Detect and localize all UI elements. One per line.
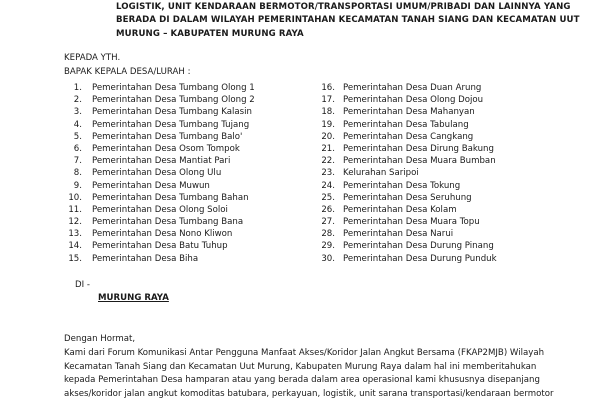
list-item-name: Pemerintahan Desa Biha: [92, 253, 199, 264]
body-line-4: akses/koridor jalan angkut komoditas batubara, perkayuan, logistik, unit sarana transportasi/kendaraan bermotor: [64, 388, 554, 399]
list-item-name: Pemerintahan Desa Osom Tompok: [92, 143, 240, 154]
list-item: [62, 106, 255, 118]
list-item: [318, 82, 497, 94]
list-item: [62, 192, 255, 204]
list-item-number: 10.: [68, 192, 82, 203]
list-item-number: 17.: [321, 95, 335, 106]
list-item: [318, 228, 497, 240]
list-item-number: 22.: [321, 156, 335, 167]
list-item-name: Pemerintahan Desa Tabulang: [343, 119, 469, 130]
list-item-name: Pemerintahan Desa Batu Tuhup: [92, 241, 228, 252]
list-item: [318, 192, 497, 204]
list-item-number: 4.: [73, 119, 82, 130]
list-item: [62, 216, 255, 228]
list-item-number: 13.: [68, 229, 82, 240]
list-item: [318, 240, 497, 252]
list-item: [62, 82, 255, 94]
village-list-right: [318, 82, 497, 265]
list-item-name: Pemerintahan Desa Seruhung: [343, 192, 472, 203]
list-item-name: Pemerintahan Desa Olong Soloi: [92, 204, 228, 215]
list-item-number: 14.: [68, 241, 82, 252]
list-item: [62, 204, 255, 216]
list-item-name: Pemerintahan Desa Mantiat Pari: [92, 156, 231, 167]
list-item-name: Pemerintahan Desa Duan Arung: [343, 83, 482, 93]
list-item-name: Pemerintahan Desa Muara Topu: [343, 217, 480, 228]
list-item-number: 20.: [321, 131, 335, 142]
list-item: [318, 216, 497, 228]
list-item-number: 15.: [68, 253, 82, 264]
list-item-number: 21.: [321, 143, 335, 154]
list-item-name: Pemerintahan Desa Dirung Bakung: [343, 143, 494, 154]
heading-line-3: MURUNG – KABUPATEN MURUNG RAYA: [116, 28, 304, 39]
destination-place: MURUNG RAYA: [98, 293, 169, 303]
body-line-1: Kami dari Forum Komunikasi Antar Pengguna Manfaat Akses/Koridor Jalan Angkut Bersama (FKAP2MJB) Wilayah: [64, 348, 545, 358]
list-item: [62, 94, 255, 106]
heading-line-1: LOGISTIK, UNIT KENDARAAN BERMOTOR/TRANSPORTASI UMUM/PRIBADI DAN LAINNYA YANG: [116, 2, 571, 12]
list-item-name: Pemerintahan Desa Tokung: [343, 180, 461, 191]
list-item-name: Pemerintahan Desa Tumbang Balo': [92, 131, 243, 142]
list-item-number: 26.: [321, 204, 335, 215]
list-item-name: Kelurahan Saripoi: [343, 168, 419, 179]
list-item-name: Pemerintahan Desa Cangkang: [343, 131, 474, 142]
salutation: Dengan Hormat,: [64, 334, 136, 344]
list-item: [318, 204, 497, 216]
list-item-number: 19.: [321, 119, 335, 130]
list-item: [318, 143, 497, 155]
list-item-name: Pemerintahan Desa Tumbang Olong 1: [92, 83, 255, 93]
list-item: [62, 119, 255, 131]
heading-line-2: BERADA DI DALAM WILAYAH PEMERINTAHAN KECAMATAN TANAH SIANG DAN KECAMATAN UUT: [116, 15, 580, 26]
list-item: [318, 167, 497, 179]
list-item-number: 3.: [73, 107, 82, 118]
list-item-number: 30.: [321, 253, 335, 264]
village-list-left: [62, 82, 255, 265]
list-item-number: 27.: [321, 217, 335, 228]
list-item-number: 25.: [321, 192, 335, 203]
list-item-number: 23.: [321, 168, 335, 179]
list-item-name: Pemerintahan Desa Tumbang Bahan: [92, 192, 249, 203]
recipient-title: BAPAK KEPALA DESA/LURAH :: [64, 67, 191, 77]
destination-di: DI -: [75, 280, 90, 290]
list-item: [318, 155, 497, 167]
list-item-number: 5.: [73, 131, 82, 142]
list-item-number: 18.: [321, 107, 335, 118]
letter-body: [64, 347, 564, 401]
list-item: [62, 167, 255, 179]
list-item-number: 7.: [73, 156, 82, 167]
list-item-name: Pemerintahan Desa Tumbang Tujang: [92, 119, 250, 130]
list-item-number: 28.: [321, 229, 335, 240]
list-item: [62, 131, 255, 143]
list-item-number: 16.: [321, 83, 335, 93]
list-item-number: 6.: [73, 143, 82, 154]
list-item: [318, 94, 497, 106]
list-item-name: Pemerintahan Desa Olong Dojou: [343, 95, 484, 106]
list-item-name: Pemerintahan Desa Muara Bumban: [343, 156, 496, 167]
list-item: [318, 253, 497, 265]
list-item-name: Pemerintahan Desa Muwun: [92, 180, 210, 191]
body-line-2: Kecamatan Tanah Siang dan Kecamatan Uut Murung, Kabupaten Murung Raya dalam hal ini memberitahukan: [64, 361, 537, 372]
list-item: [318, 106, 497, 118]
list-item: [318, 131, 497, 143]
list-item-number: 2.: [73, 95, 82, 106]
list-item-number: 29.: [321, 241, 335, 252]
body-line-3: kepada Pemerintahan Desa hamparan atau yang berada dalam area operasional kami khususnya disepanjang: [64, 375, 540, 386]
list-item-name: Pemerintahan Desa Kolam: [343, 204, 457, 215]
list-item-number: 1.: [73, 83, 82, 93]
list-item-name: Pemerintahan Desa Tumbang Kalasin: [92, 107, 252, 118]
letter-subject-heading: [116, 1, 580, 41]
list-item: [62, 155, 255, 167]
list-item: [62, 180, 255, 192]
list-item-number: 24.: [321, 180, 335, 191]
list-item: [62, 228, 255, 240]
list-item-name: Pemerintahan Desa Tumbang Bana: [92, 217, 244, 228]
list-item-name: Pemerintahan Desa Durung Punduk: [343, 253, 497, 264]
list-item-number: 8.: [73, 168, 82, 179]
list-item: [318, 119, 497, 131]
list-item-number: 12.: [68, 217, 82, 228]
list-item-number: 9.: [73, 180, 82, 191]
list-item-name: Pemerintahan Desa Mahanyan: [343, 107, 475, 118]
list-item-name: Pemerintahan Desa Nono Kliwon: [92, 229, 233, 240]
recipient-kepada: KEPADA YTH.: [64, 53, 121, 63]
list-item-name: Pemerintahan Desa Tumbang Olong 2: [92, 95, 255, 106]
list-item: [318, 180, 497, 192]
list-item: [62, 240, 255, 252]
list-item-name: Pemerintahan Desa Olong Ulu: [92, 168, 222, 179]
list-item-number: 11.: [68, 204, 82, 215]
list-item: [62, 253, 255, 265]
list-item-name: Pemerintahan Desa Durung Pinang: [343, 241, 494, 252]
list-item-name: Pemerintahan Desa Narui: [343, 229, 454, 240]
list-item: [62, 143, 255, 155]
